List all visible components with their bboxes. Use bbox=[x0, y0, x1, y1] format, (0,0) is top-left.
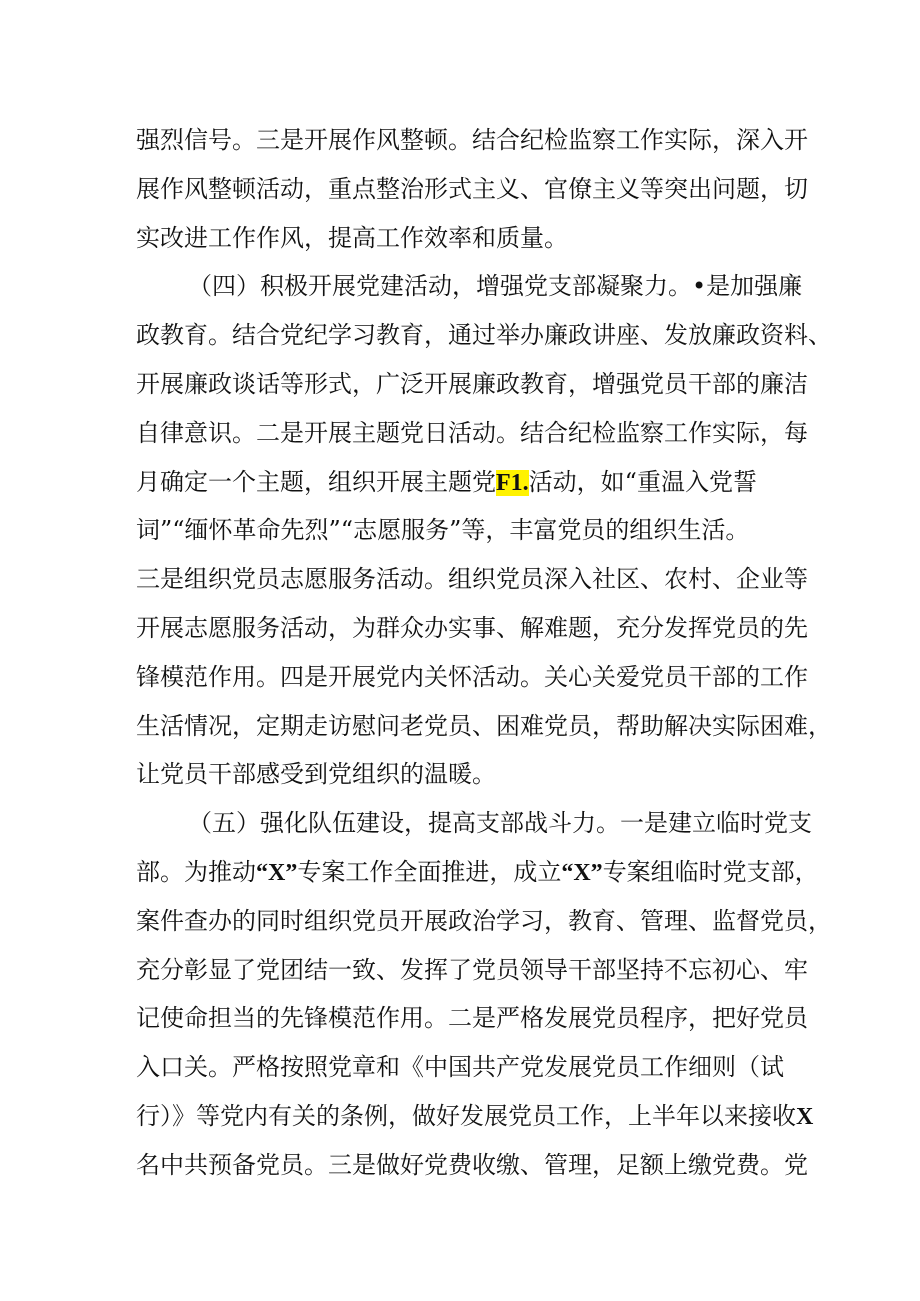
text-segment: 记使命担当的先锋模范作用。二是严格发展党员程序，把好党员 bbox=[136, 1004, 808, 1032]
text-segment: 开展廉政谈话等形式，广泛开展廉政教育，增强党员干部的廉洁 bbox=[136, 370, 808, 398]
text-segment: 政教育。结合党纪学习教育，通过举办廉政讲座、发放廉政资料、 bbox=[136, 321, 832, 349]
text-segment: 入口关。严格按照党章和《中国共产党发展党员工作细则（试 bbox=[136, 1053, 784, 1081]
highlighted-text: F1. bbox=[496, 470, 529, 496]
text-segment: 开展志愿服务活动，为群众办实事、解难题，充分发挥党员的先 bbox=[136, 614, 808, 642]
text-segment: 让党员干部感受到党组织的温暖。 bbox=[136, 760, 496, 788]
text-line bbox=[136, 218, 796, 258]
text-segment: 词”“缅怀革命先烈”“志愿服务”等，丰富党员的组织生活。 bbox=[136, 516, 750, 544]
text-segment: 展作风整顿活动，重点整治形式主义、官僚主义等突出问题，切 bbox=[136, 175, 808, 203]
text-segment: 强烈信号。三是开展作风整顿。结合纪检监察工作实际，深入开 bbox=[136, 126, 808, 154]
text-line bbox=[136, 950, 808, 990]
text-line bbox=[136, 510, 796, 550]
text-segment: 名中共预备党员。三是做好党费收缴、管理，足额上缴党费。党 bbox=[136, 1151, 808, 1179]
bold-text: X bbox=[796, 1104, 814, 1130]
bold-text: “X” bbox=[256, 860, 298, 886]
text-line bbox=[136, 852, 819, 892]
text-segment: 部。为推动 bbox=[136, 858, 256, 886]
text-segment: 充分彰显了党团结一致、发挥了党员领导干部坚持不忘初心、牢 bbox=[136, 956, 808, 984]
text-line bbox=[188, 803, 812, 843]
text-segment: 行）》等党内有关的条例，做好发展党员工作，上半年以来接收 bbox=[136, 1102, 796, 1130]
text-line bbox=[136, 169, 808, 209]
text-segment: 锋模范作用。四是开展党内关怀活动。关心关爱党员干部的工作 bbox=[136, 663, 808, 691]
text-line bbox=[136, 559, 808, 599]
text-line bbox=[136, 657, 808, 697]
text-line bbox=[136, 754, 796, 794]
text-segment: 实改进工作作风，提高工作效率和质量。 bbox=[136, 224, 568, 252]
text-segment: 案件查办的同时组织党员开展政治学习，教育、管理、监督党员， bbox=[136, 907, 832, 935]
text-segment: 三是组织党员志愿服务活动。组织党员深入社区、农村、企业等 bbox=[136, 565, 808, 593]
text-segment: 生活情况，定期走访慰问老党员、困难党员，帮助解决实际困难， bbox=[136, 712, 832, 740]
text-line bbox=[136, 998, 808, 1038]
text-segment: 自律意识。二是开展主题党日活动。结合纪检监察工作实际，每 bbox=[136, 419, 808, 447]
text-line bbox=[136, 413, 808, 453]
text-line bbox=[136, 1145, 808, 1185]
text-line bbox=[188, 266, 803, 306]
text-segment: 活动，如“重温入党誓 bbox=[528, 468, 757, 496]
text-segment: （五）强化队伍建设，提高支部战斗力。一是建立临时党支 bbox=[188, 809, 812, 837]
text-line bbox=[136, 901, 832, 941]
text-line bbox=[136, 1096, 814, 1136]
bold-text: “X” bbox=[561, 860, 603, 886]
text-line bbox=[136, 315, 832, 355]
text-line bbox=[136, 608, 808, 648]
text-line bbox=[136, 462, 796, 502]
text-segment: 月确定一个主题，组织开展主题党 bbox=[136, 468, 496, 496]
text-line bbox=[136, 1047, 796, 1087]
text-line bbox=[136, 706, 832, 746]
text-segment: （四）积极开展党建活动，增强党支部凝聚力。•是加强廉 bbox=[188, 272, 803, 300]
text-line bbox=[136, 364, 808, 404]
text-line bbox=[136, 120, 808, 160]
text-segment: 专案组临时党支部， bbox=[602, 858, 819, 886]
text-segment: 专案工作全面推进，成立 bbox=[297, 858, 562, 886]
